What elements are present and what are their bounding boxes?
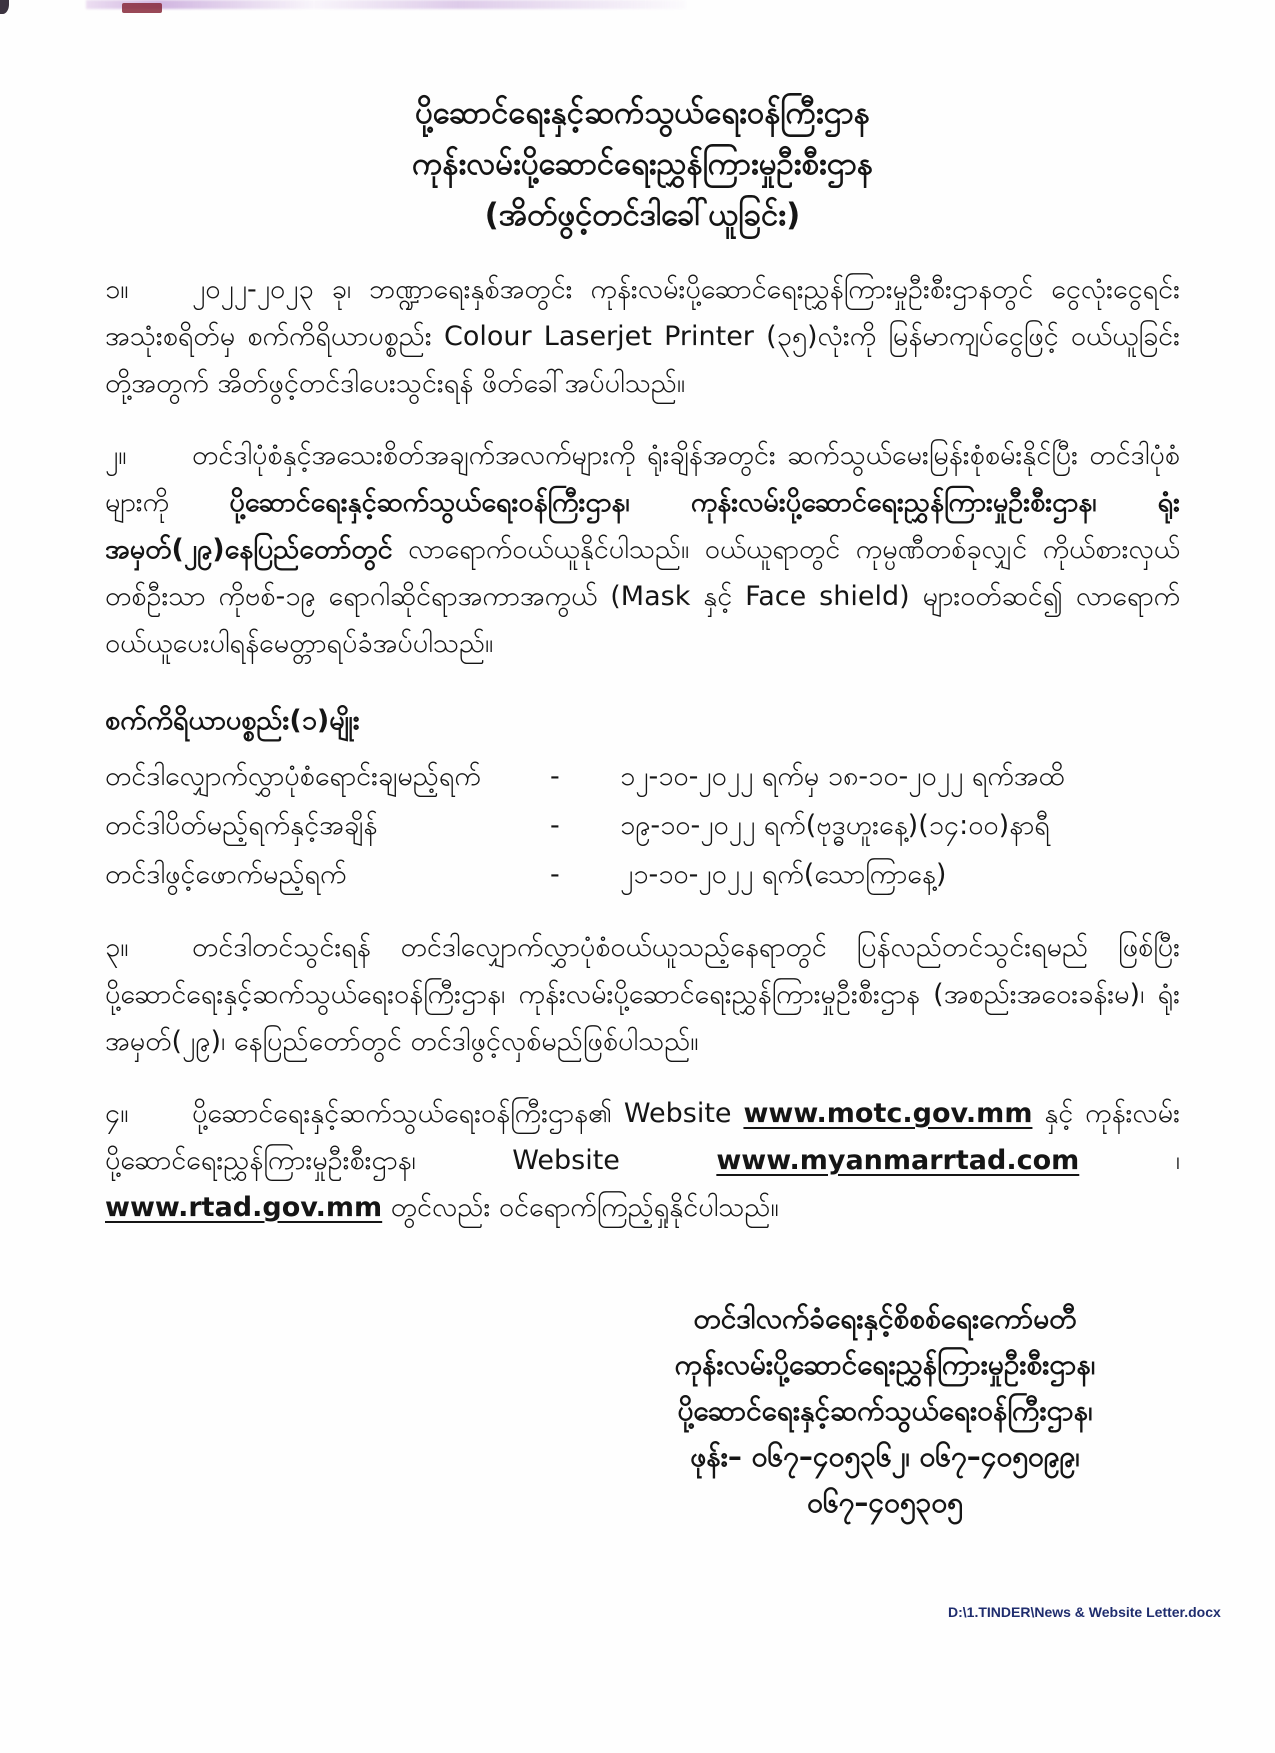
letter-title-block — [105, 88, 1180, 241]
schedule-dash: - — [550, 810, 560, 841]
equipment-items-heading: စက်ကိရိယာပစ္စည်း(၁)မျိုး — [105, 705, 360, 736]
para-2-text-start: တင်ဒါပုံစံနှင့်အသေးစိတ်အချက်အလက်များကို ရုံးချိန်အတွင်း ဆက်သွယ်မေးမြန်းစုံစမ်းနိုင်ပြီး တင်ဒါပုံစံများကို — [105, 440, 1180, 518]
schedule-dash: - — [550, 859, 560, 890]
schedule-value: ၁၂-၁၀-၂၀၂၂ ရက်မှ ၁၈-၁၀-၂၀၂၂ ရက်အထိ — [620, 761, 1065, 792]
ministry-title: ပို့ဆောင်ရေးနှင့်ဆက်သွယ်ရေးဝန်ကြီးဌာန — [415, 95, 870, 131]
signature-block — [645, 1296, 1125, 1526]
para-4-text-mid-2: ၊ — [1079, 1145, 1180, 1176]
para-4-text-mid-1: နှင့် ကုန်းလမ်းပို့ဆောင်ရေးညွှန်ကြားမှုဦးစီးဌာန၊ Website — [105, 1098, 1180, 1176]
para-4-number: ၄။ — [105, 1098, 129, 1129]
para-2-bold-address: ပို့ဆောင်ရေးနှင့်ဆက်သွယ်ရေးဝန်ကြီးဌာန၊ ကုန်းလမ်းပို့ဆောင်ရေးညွှန်ကြားမှုဦးစီးဌာန၊ ရုံးအမှတ်(၂၉)နေပြည်တော်တွင် — [105, 487, 1181, 565]
schedule-label: တင်ဒါလျှောက်လွှာပုံစံရောင်းချမည့်ရက် — [105, 761, 481, 792]
schedule-value: ၁၉-၁၀-၂၀၂၂ ရက်(ဗုဒ္ဓဟူးနေ့)(၁၄:၀၀)နာရီ — [620, 810, 1050, 841]
paragraph-1 — [105, 266, 1180, 407]
tender-invitation-subtitle: (အိတ်ဖွင့်တင်ဒါခေါ်ယူခြင်း) — [484, 197, 801, 233]
signature-department: ကုန်းလမ်းပို့ဆောင်ရေးညွှန်ကြားမှုဦးစီးဌာန၊ — [674, 1348, 1096, 1381]
myanmarrtad-website-link: www.myanmarrtad.com — [716, 1145, 1080, 1176]
signature-ministry: ပို့ဆောင်ရေးနှင့်ဆက်သွယ်ရေးဝန်ကြီးဌာန၊ — [677, 1394, 1093, 1427]
para-3-number: ၃။ — [105, 932, 129, 963]
paragraph-3 — [105, 924, 1180, 1065]
signature-phone-numbers: ဖုန်း– ၀၆၇–၄၀၅၃၆၂၊ ၀၆၇–၄၀၅၀၉၉၊ — [690, 1440, 1080, 1473]
para-1-number: ၁။ — [105, 274, 129, 305]
para-4-text-end: တွင်လည်း ဝင်ရောက်ကြည့်ရှုနိုင်ပါသည်။ — [382, 1192, 779, 1223]
paragraph-4 — [105, 1090, 1180, 1231]
para-2-text-end: လာရောက်ဝယ်ယူနိုင်ပါသည်။ ဝယ်ယူရာတွင် ကုမ္ပဏီတစ်ခုလျှင် ကိုယ်စားလှယ်တစ်ဦးသာ ကိုဗစ်-၁၉ ရောဂါဆိုင်ရာအကာအကွယ် (Mask နှင့် Face shield) များဝတ်ဆင်၍ လာရောက်ဝယ်ယူပေးပါရန်မေတ္တာရပ်ခံအပ်ပါသည်။ — [105, 534, 1180, 659]
schedule-row-closing-datetime — [105, 801, 1180, 850]
para-3-text: တင်ဒါတင်သွင်းရန် တင်ဒါလျှောက်လွှာပုံစံဝယ်ယူသည့်နေရာတွင် ပြန်လည်တင်သွင်းရမည် ဖြစ်ပြီး ပို့ဆောင်ရေးနှင့်ဆက်သွယ်ရေးဝန်ကြီးဌာန၊ ကုန်းလမ်းပို့ဆောင်ရေးညွှန်ကြားမှုဦးစီးဌာန (အစည်းအဝေးခန်းမ)၊ ရုံးအမှတ်(၂၉)၊ နေပြည်တော်တွင် တင်ဒါဖွင့်လှစ်မည်ဖြစ်ပါသည်။ — [105, 932, 1180, 1057]
schedule-dash: - — [550, 761, 560, 792]
schedule-label: တင်ဒါပိတ်မည့်ရက်နှင့်အချိန် — [105, 810, 378, 841]
signature-committee: တင်ဒါလက်ခံရေးနှင့်စိစစ်ရေးကော်မတီ — [693, 1302, 1077, 1335]
document-file-path: D:\1.TINDER\News & Website Letter.docx — [948, 1604, 1221, 1620]
para-4-text-start: ပို့ဆောင်ရေးနှင့်ဆက်သွယ်ရေးဝန်ကြီးဌာန၏ Website — [192, 1098, 744, 1129]
motc-website-link: www.motc.gov.mm — [743, 1098, 1033, 1129]
schedule-label: တင်ဒါဖွင့်ဖောက်မည့်ရက် — [105, 859, 347, 890]
para-1-text: ၂၀၂၂-၂၀၂၃ ခု၊ ဘဏ္ဍာရေးနှစ်အတွင်း ကုန်းလမ်းပို့ဆောင်ရေးညွှန်ကြားမှုဦးစီးဌာနတွင် ငွေလုံးငွေရင်းအသုံးစရိတ်မှ စက်ကိရိယာပစ္စည်း Colour Laserjet Printer (၃၅)လုံးကို မြန်မာကျပ်ငွေဖြင့် ဝယ်ယူခြင်းတို့အတွက် အိတ်ဖွင့်တင်ဒါပေးသွင်းရန် ဖိတ်ခေါ်အပ်ပါသည်။ — [105, 274, 1180, 399]
department-title: ကုန်းလမ်းပို့ဆောင်ရေးညွှန်ကြားမှုဦးစီးဌာန — [412, 146, 873, 182]
para-2-number: ၂။ — [105, 440, 127, 471]
signature-phone-number-extra: ၀၆၇–၄၀၅၃၀၅ — [807, 1486, 963, 1519]
paragraph-2 — [105, 432, 1180, 667]
tender-schedule — [105, 752, 1180, 899]
schedule-value: ၂၁-၁၀-၂၀၂၂ ရက်(သောကြာနေ့) — [620, 859, 947, 890]
schedule-row-opening-date — [105, 850, 1180, 899]
schedule-row-sale-dates — [105, 752, 1180, 801]
rtad-website-link: www.rtad.gov.mm — [105, 1192, 383, 1223]
